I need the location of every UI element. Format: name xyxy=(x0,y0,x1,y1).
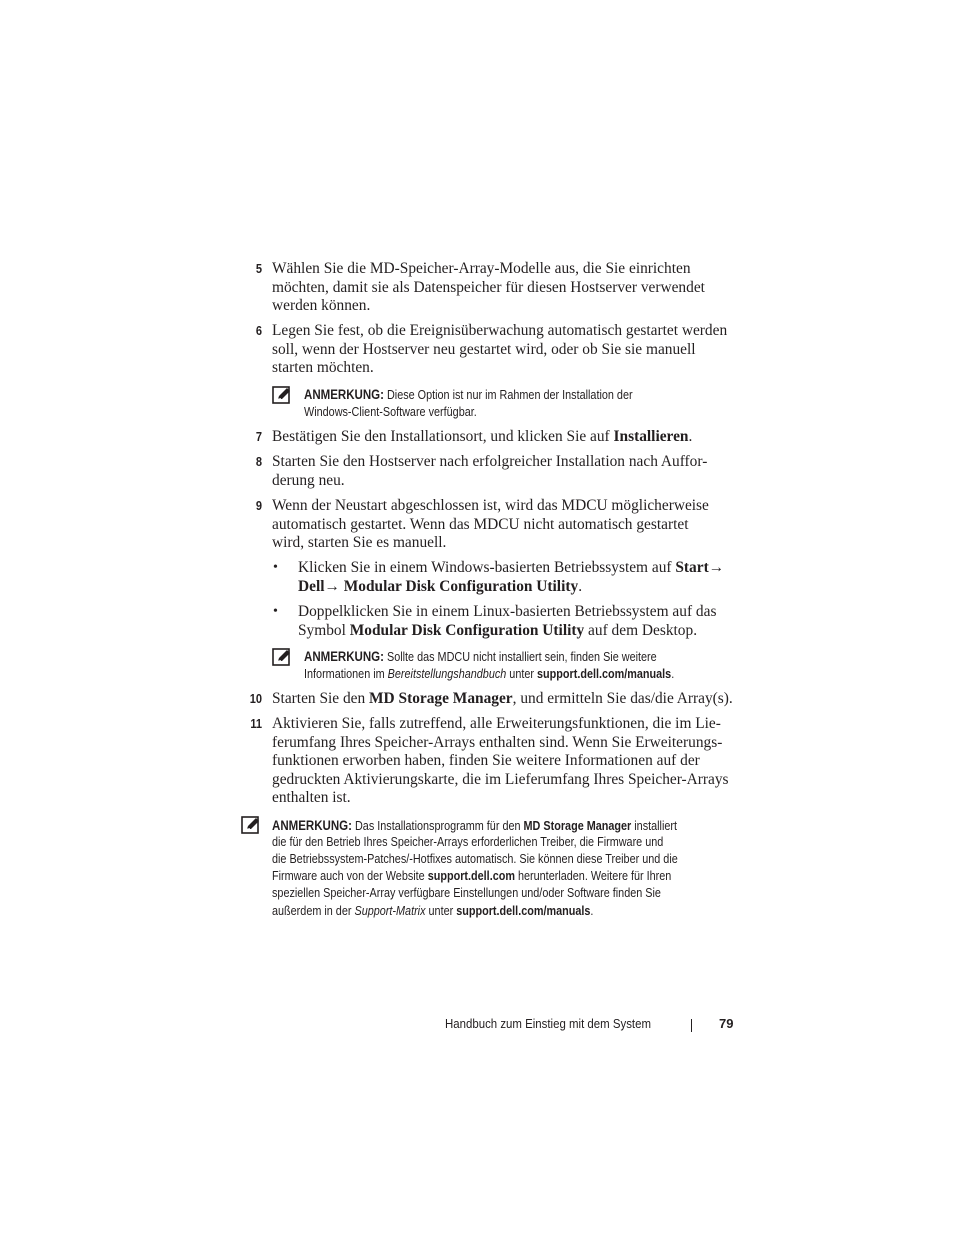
note-label: ANMERKUNG: xyxy=(304,649,384,664)
footer-title: Handbuch zum Einstieg mit dem System xyxy=(445,1016,652,1031)
step-text-line: werden können. xyxy=(272,297,371,315)
note-text-line: die für den Betrieb Ihres Speicher-Arrays erforderlichen Treiber, die Firmware und xyxy=(272,835,664,849)
bullet-text-line: Doppelklicken Sie in einem Linux-basierten Betriebssystem auf das xyxy=(298,603,717,620)
step-text-line: Starten Sie den Hostserver nach erfolgreicher Installation nach Auffor- xyxy=(272,453,708,470)
step-text-line: ferumfang Ihres Speicher-Arrays enthalten sind. Wenn Sie Erweiterungs- xyxy=(272,733,723,751)
step-number: 11 xyxy=(250,716,262,731)
md-storage-manager-name: MD Storage Manager xyxy=(523,819,632,833)
step-text-line: funktionen erworben haben, finden Sie weitere Informationen auf der xyxy=(272,752,700,770)
step-text-line: Legen Sie fest, ob die Ereignisüberwachung automatisch gestartet werden xyxy=(272,322,728,339)
step-text-line: Wenn der Neustart abgeschlossen ist, wird das MDCU möglicherweise xyxy=(272,497,709,514)
pencil-note-icon xyxy=(272,386,292,404)
step-number: 7 xyxy=(255,429,262,444)
step-text-line: soll, wenn der Hostserver neu gestartet wird, oder ob Sie sie manuell xyxy=(272,340,696,358)
step-text-line: wird, starten Sie es manuell. xyxy=(272,534,447,552)
step-text-line: Wählen Sie die MD-Speicher-Array-Modelle aus, die Sie einrichten xyxy=(272,260,691,277)
footer-divider xyxy=(691,1019,692,1032)
support-site: support.dell.com xyxy=(427,869,515,883)
note-text: Diese Option ist nur im Rahmen der Installation der xyxy=(383,388,633,402)
step-number: 5 xyxy=(255,261,262,276)
step-number: 9 xyxy=(255,498,262,513)
note-text-line: die Betriebssystem-Patches/-Hotfixes automatisch. Sie können diese Treiber und die xyxy=(272,852,678,866)
step-text-line: Aktivieren Sie, falls zutreffend, alle Erweiterungsfunktionen, die im Lie- xyxy=(272,715,721,732)
note-text: Windows-Client-Software verfügbar. xyxy=(304,405,477,419)
support-matrix-title: Support-Matrix xyxy=(354,904,426,918)
support-url: support.dell.com/manuals xyxy=(456,904,591,918)
step-text-line: möchten, damit sie als Datenspeicher für diesen Hostserver verwendet xyxy=(272,278,705,296)
step-text-line: derung neu. xyxy=(272,471,345,489)
menu-path-mdcu: Dell→ Modular Disk Configuration Utility xyxy=(298,577,579,595)
md-storage-manager-name: MD Storage Manager xyxy=(369,690,513,707)
pencil-note-icon xyxy=(272,648,292,666)
install-button-label: Installieren xyxy=(613,428,689,445)
bullet-marker: • xyxy=(273,560,278,575)
page-number: 79 xyxy=(719,1016,734,1031)
pencil-note-icon xyxy=(241,816,261,834)
step-text: Bestätigen Sie den Installationsort, und klicken Sie auf xyxy=(272,428,614,445)
note-label: ANMERKUNG: xyxy=(272,818,352,833)
step-number: 10 xyxy=(249,691,262,706)
step-number: 8 xyxy=(255,454,262,469)
menu-path-start: Start→ xyxy=(675,559,725,576)
document-title: Bereitstellungshandbuch xyxy=(387,667,507,681)
bullet-marker: • xyxy=(273,604,278,619)
document-page: 5 Wählen Sie die MD-Speicher-Array-Modelle aus, die Sie einrichten möchten, damit sie als Datenspeicher für diesen Hostserver verwendet werden können. 6 Legen Sie fest, ob die Ereignisüberwachung automatisch gestartet werden soll, wenn der Hostserver neu gestartet wird, oder ob Sie sie manuell starten möchten. ANMERKUNG: Diese Option ist nur im Rahmen der Installation der Windows-Client-Software verfügbar. 7 Bestätigen Sie den Installationsort, und klicken Sie auf Installieren. 8 Starten Sie den Hostserver nach erfolgreicher Installation nach Auffor- derung neu. 9 Wenn der Neustart abgeschlossen ist, wird das MDCU möglicherweise automatisch gestartet. Wenn das MDCU nicht automatisch gestartet wird, starten Sie es manuell. • Klicken Sie in einem Windows-basierten Betriebssystem auf Start→ Dell→ Modular Disk Configuration Utility. • Doppelklicken Sie in einem Linux-basierten Betriebssystem auf das Symbol Modular Disk Configuration Utility auf dem Desktop. ANMERKUNG: Sollte das MDCU nicht installiert sein, finden Sie weitere Informationen im Bereitstellungshandbuch unter support.dell.com/manuals. 10 Starten Sie den MD Storage Manager, und ermitteln Sie das/die Array(s). 11 Aktivieren Sie, falls zutreffend, alle Erweiterungsfunktionen, die im Lie- ferumfang Ihres Speicher-Arrays enthalten sind. Wenn Sie Erweiterungs- funktionen erworben haben, finden Sie weitere Informationen auf der gedruckten Aktivierungskarte, die im Lieferumfang Ihres Speicher-Arrays enthalten ist. ANMERKUNG: Das Installationsprogramm für den MD Storage Manager installiert die für den Betrieb Ihres Speicher-Arrays erforderlichen Treiber, die Firmware und die Betriebssystem-Patches/-Hotfixes automatisch. Sie können diese Treiber und die Firmware auch von der Website support.dell.com herunterladen. Weitere für Ihren speziellen Speicher-Array verfügbare Einstellungen und/oder Software finden Sie außerdem in der Support-Matrix unter support.dell.com/manuals. Handbuch zum Einstieg mit dem System 79 xyxy=(0,0,954,1235)
mdcu-symbol-name: Modular Disk Configuration Utility xyxy=(349,621,585,639)
note-text-line: speziellen Speicher-Array verfügbare Einstellungen und/oder Software finden Sie xyxy=(272,886,661,900)
step-text-line: enthalten ist. xyxy=(272,789,351,807)
note-label: ANMERKUNG: xyxy=(304,387,384,402)
step-number: 6 xyxy=(255,323,262,338)
step-text-line: gedruckten Aktivierungskarte, die im Lieferumfang Ihres Speicher-Arrays xyxy=(272,770,729,788)
step-text-line: automatisch gestartet. Wenn das MDCU nicht automatisch gestartet xyxy=(272,515,689,533)
support-url: support.dell.com/manuals xyxy=(537,667,672,681)
step-text-line: starten möchten. xyxy=(272,359,374,377)
